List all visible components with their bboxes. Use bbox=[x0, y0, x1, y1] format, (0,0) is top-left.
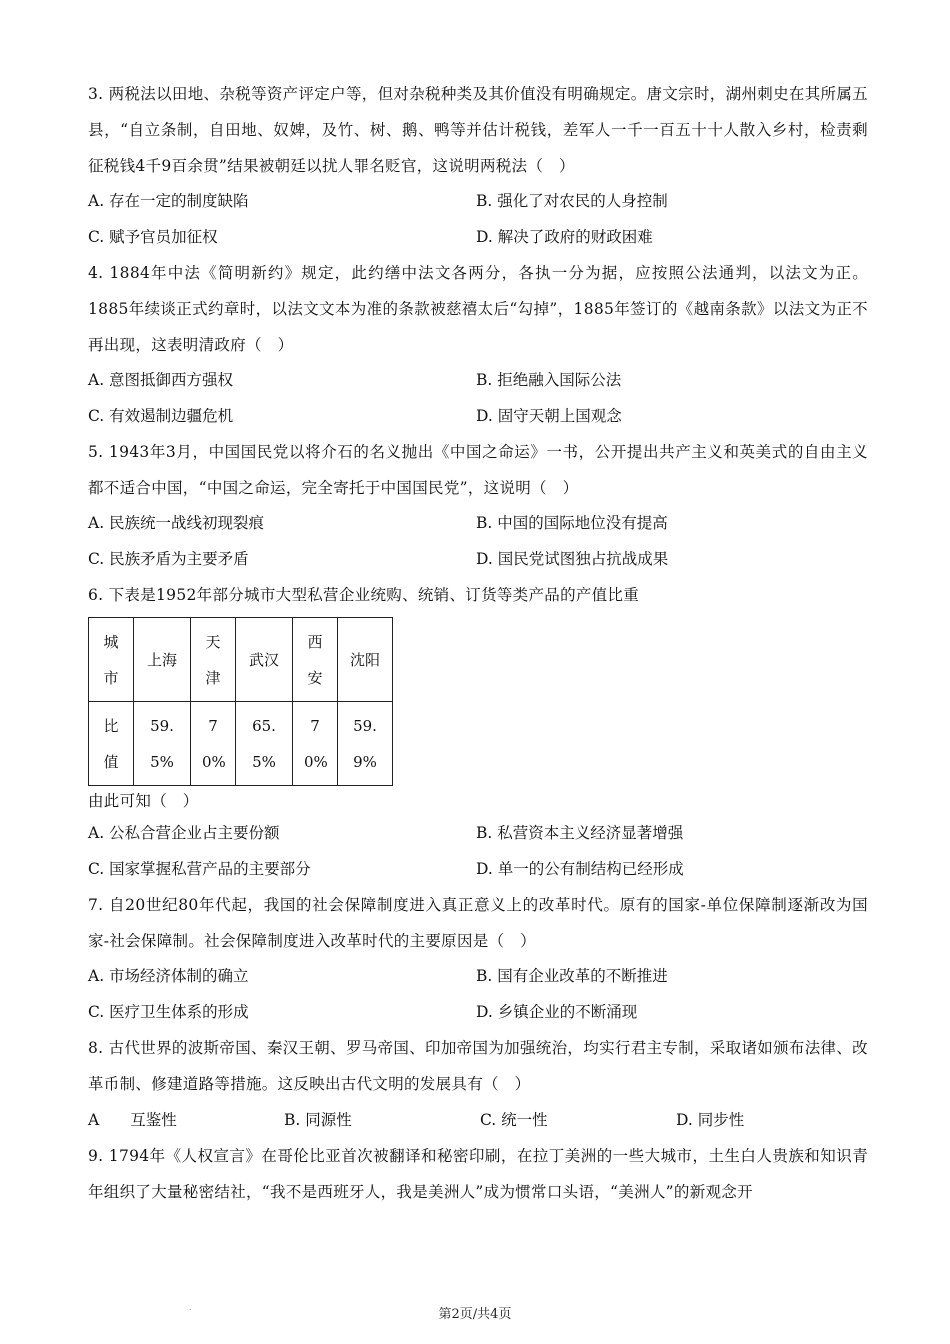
option-a: A. 公私合营企业占主要份额 bbox=[88, 824, 280, 842]
table-cell: 70% bbox=[304, 716, 328, 771]
table-header-cell: 沈阳 bbox=[349, 650, 380, 669]
page-footer: 第2页/共4页 bbox=[438, 1307, 512, 1322]
option-c: C. 赋予官员加征权 bbox=[88, 227, 218, 246]
option-a: A. 意图抵御西方强权 bbox=[88, 371, 234, 389]
option-a: A. 存在一定的制度缺陷 bbox=[88, 192, 249, 210]
table-row bbox=[89, 702, 393, 786]
question-6 bbox=[88, 577, 868, 887]
option-b: B. 强化了对农民的人身控制 bbox=[476, 192, 668, 210]
option-b: B. 拒绝融入国际公法 bbox=[476, 371, 622, 389]
question-7-stem: 7. 自20世纪80年代起，我国的社会保障制度进入真正意义上的改革时代。原有的国家-单位保障制逐渐改为国家-社会保障制。社会保障制度进入改革时代的主要原因是（ ） bbox=[88, 896, 868, 950]
option-b: B. 国有企业改革的不断推进 bbox=[476, 967, 668, 985]
question-3 bbox=[88, 76, 868, 255]
option-a: A 互鉴性 bbox=[88, 1111, 177, 1129]
option-d: D. 同步性 bbox=[676, 1111, 745, 1129]
table-cell: 59.9% bbox=[353, 716, 377, 771]
question-6-after-table: 由此可知（ ） bbox=[88, 792, 199, 810]
option-d: D. 国民党试图独占抗战成果 bbox=[476, 549, 669, 568]
question-7 bbox=[88, 887, 868, 1030]
question-9-stem: 9. 1794年《人权宣言》在哥伦比亚首次被翻译和秘密印刷，在拉丁美洲的一些大城市，土生白人贵族和知识青年组织了大量秘密结社，“我不是西班牙人，我是美洲人”成为惯常口头语，“美洲人”的新观念开 bbox=[88, 1147, 868, 1201]
option-c: C. 有效遏制边疆危机 bbox=[88, 406, 234, 425]
question-4-stem: 4. 1884年中法《简明新约》规定，此约缮中法文各两分，各执一分为据，应按照公法通判，以法文为正。1885年续谈正式约章时，以法文文本为准的条款被慈禧太后“勾掉”，1885年签订的《越南条款》以法文为正不再出现，这表明清政府（ ） bbox=[88, 264, 868, 354]
option-c: C. 医疗卫生体系的形成 bbox=[88, 1002, 249, 1021]
table-cell: 65.5% bbox=[252, 716, 276, 771]
option-c: C. 统一性 bbox=[480, 1111, 548, 1129]
table-header-cell: 城市 bbox=[103, 632, 119, 687]
question-5-stem: 5. 1943年3月，中国国民党以将介石的名义抛出《中国之命运》一书，公开提出共产主义和英美式的自由主义都不适合中国，“中国之命运，完全寄托于中国国民党”，这说明（ ） bbox=[88, 443, 868, 497]
option-d: D. 乡镇企业的不断涌现 bbox=[476, 1002, 638, 1021]
table-header-cell: 上海 bbox=[146, 650, 177, 669]
table-cell: 比值 bbox=[103, 716, 119, 771]
question-3-stem: 3. 两税法以田地、杂税等资产评定户等，但对杂税种类及其价值没有明确规定。唐文宗时，湖州刺史在其所属五县，“自立条制，自田地、奴婢，及竹、树、鹅、鸭等并估计税钱，差军人一千一百五十十人散入乡村，检责剩征税钱4千9百余贯”结果被朝廷以扰人罪名贬官，这说明两税法（ ） bbox=[88, 85, 868, 175]
option-c: C. 民族矛盾为主要矛盾 bbox=[88, 549, 249, 568]
table-header-cell: 天津 bbox=[205, 632, 221, 687]
option-b: B. 同源性 bbox=[284, 1111, 352, 1129]
option-d: D. 固守天朝上国观念 bbox=[476, 406, 622, 425]
option-b: B. 私营资本主义经济显著增强 bbox=[476, 824, 684, 842]
table-header-cell: 西安 bbox=[307, 632, 323, 687]
question-8-stem: 8. 古代世界的波斯帝国、秦汉王朝、罗马帝国、印加帝国为加强统治，均实行君主专制，采取诸如颁布法律、改革币制、修建道路等措施。这反映出古代文明的发展具有（ ） bbox=[88, 1039, 868, 1093]
question-7-options bbox=[88, 959, 868, 1030]
question-4 bbox=[88, 255, 868, 434]
question-8 bbox=[88, 1030, 868, 1138]
table-header-row bbox=[89, 618, 393, 702]
question-8-options bbox=[88, 1102, 868, 1138]
data-table bbox=[88, 617, 393, 786]
table-cell: 59.5% bbox=[150, 716, 174, 771]
question-9 bbox=[88, 1138, 868, 1210]
question-3-options bbox=[88, 184, 868, 255]
question-4-options bbox=[88, 363, 868, 434]
option-a: A. 民族统一战线初现裂痕 bbox=[88, 514, 265, 532]
option-b: B. 中国的国际地位没有提高 bbox=[476, 514, 668, 532]
option-d: D. 单一的公有制结构已经形成 bbox=[476, 859, 684, 878]
table-header-cell: 武汉 bbox=[248, 650, 279, 669]
option-c: C. 国家掌握私营产品的主要部分 bbox=[88, 859, 311, 878]
table-cell: 70% bbox=[202, 716, 226, 771]
decorative-dot: . bbox=[189, 1303, 192, 1312]
question-6-stem: 6. 下表是1952年部分城市大型私营企业统购、统销、订货等类产品的产值比重 bbox=[88, 586, 640, 604]
question-5 bbox=[88, 434, 868, 577]
question-6-options bbox=[88, 816, 868, 887]
option-d: D. 解决了政府的财政困难 bbox=[476, 227, 653, 246]
exam-page bbox=[88, 76, 868, 1210]
option-a: A. 市场经济体制的确立 bbox=[88, 967, 249, 985]
question-5-options bbox=[88, 506, 868, 577]
